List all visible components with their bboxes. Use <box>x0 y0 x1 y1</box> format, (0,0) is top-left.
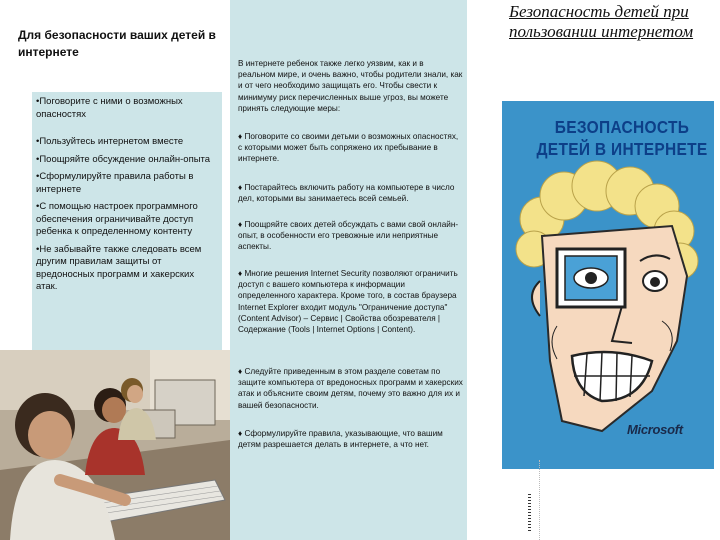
bullet-icon: • <box>36 153 40 165</box>
bullet-icon: • <box>36 201 40 212</box>
cover-illustration <box>502 101 714 469</box>
tip-text: Сформулируйте правила работы в интернете <box>36 171 194 195</box>
tip-text: Пользуйтесь интернетом вместе <box>39 136 184 147</box>
brochure-title: Безопасность детей при пользовании интернетом <box>509 2 694 41</box>
advice-paragraph: ♦ Следуйте приведенным в этом разделе советам по защите компьютера от вредоносных программ и хакерских атак и объясните своим детям, почему это важно для их и вашей безопасности. <box>238 367 463 410</box>
tip-item <box>36 96 218 121</box>
middle-column <box>230 0 467 540</box>
bullet-icon: • <box>36 243 40 255</box>
tip-text: Не забывайте также следовать всем другим правилам защиты от вредоносных программ и хакерских атак. <box>36 243 202 292</box>
advice-paragraph: ♦ Поговорите со своими детьми о возможных опасностях, с которыми может быть сопряжено их пребывание в интернете. <box>238 132 459 164</box>
intro-paragraph: В интернете ребенок также легко уязвим, как и в реальном мире, и очень важно, чтобы родители знали, как и от чего необходимо защищать его. Чтобы свести к минимуму риск перечисленных выше угроз, вы можете принять следующие меры: <box>238 59 463 113</box>
tip-item <box>36 201 218 239</box>
advice-paragraph: ♦ Поощряйте своих детей обсуждать с вами свой онлайн-опыт, в особенности его тревожные или неприятные аспекты. <box>238 220 459 252</box>
tip-text: С помощью настроек программного обеспечения ограничивайте доступ ребенка к определенному контенту <box>36 201 198 237</box>
print-mark <box>528 494 531 532</box>
tip-item <box>36 244 218 294</box>
advice-paragraph: ♦ Постарайтесь включить работу на компьютере в число дел, которыми вы занимаетесь всей семьей. <box>238 183 455 204</box>
fold-line <box>539 460 540 540</box>
bullet-icon: • <box>36 171 40 182</box>
bullet-icon: • <box>36 96 40 107</box>
children-computers-photo <box>0 350 230 540</box>
advice-paragraph: ♦ Многие решения Internet Security позволяют ограничить доступ с вашего компьютера к информации определенного характера. Кроме того, в состав браузера Internet Explorer входит модуль "Ограничение доступа" (Content Advisor) – Сервис | Свойства обозревателя | Содержание (Tools | Internet Options | Content). <box>238 269 458 335</box>
tip-item <box>36 136 218 149</box>
cover-title: БЕЗОПАСНОСТЬ ДЕТЕЙ В ИНТЕРНЕТЕ <box>536 118 708 160</box>
left-title: Для безопасности ваших детей в интернете <box>18 28 216 59</box>
children-computers-illustration <box>0 350 230 540</box>
tips-box <box>32 92 222 350</box>
microsoft-logo: Microsoft <box>627 422 683 437</box>
tip-item <box>36 154 218 167</box>
left-panel <box>0 0 230 540</box>
bullet-icon: • <box>36 136 40 147</box>
tip-text: Поговорите с ними о возможных опасностях <box>36 96 183 120</box>
tip-text: Поощряйте обсуждение онлайн-опыта <box>39 153 211 165</box>
tip-item <box>36 171 218 196</box>
advice-paragraph: ♦ Сформулируйте правила, указывающие, что вашим детям разрешается делать в интернете, а что нет. <box>238 429 443 450</box>
